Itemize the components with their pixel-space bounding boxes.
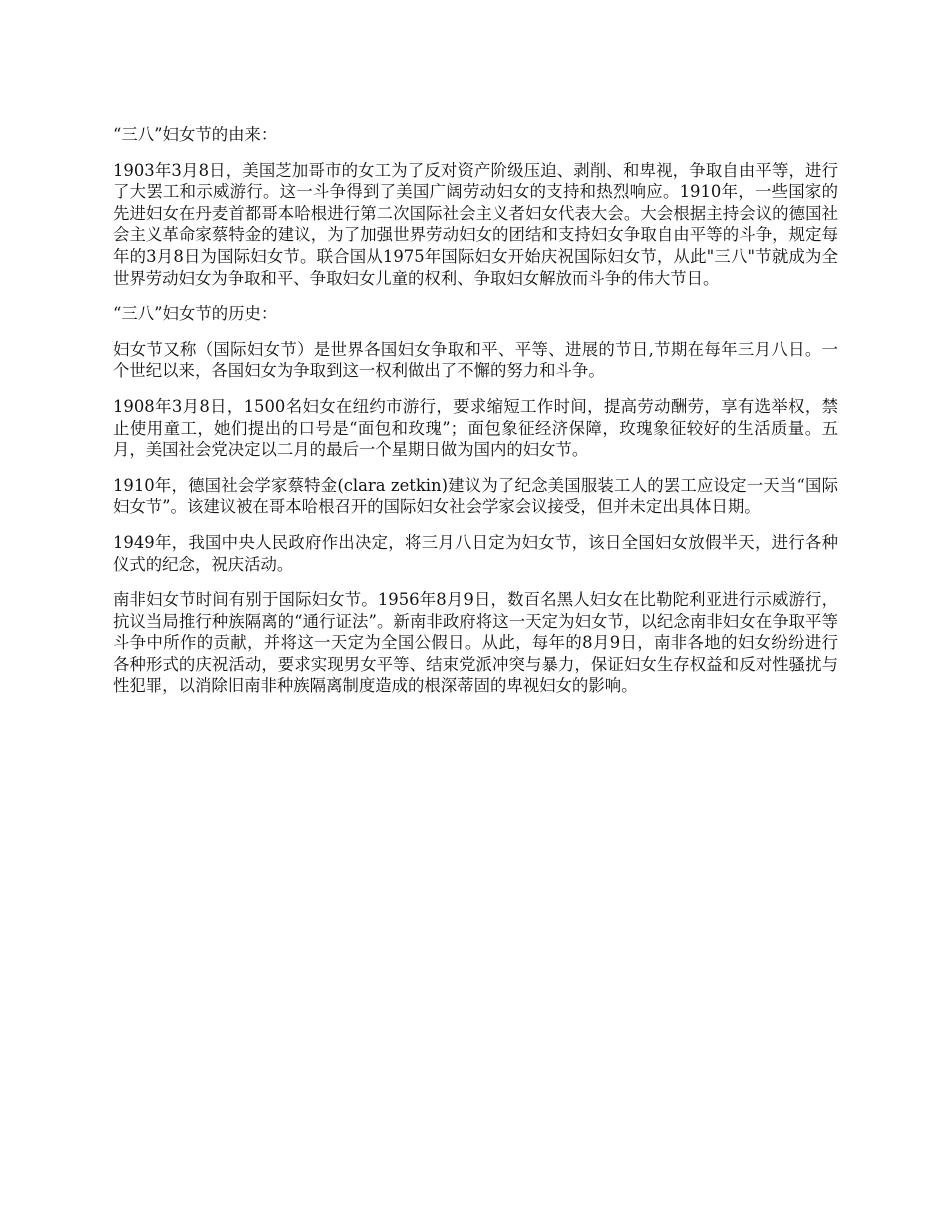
- paragraph-history-1910: 1910年，德国社会学家蔡特金(clara zetkin)建议为了纪念美国服装工人的罢工应设定一天当“国际妇女节”。该建议被在哥本哈根召开的国际妇女社会学家会议接受，但并未定出具体日期。: [113, 475, 838, 517]
- document-body: [113, 124, 838, 711]
- paragraph-history-1949: 1949年，我国中央人民政府作出决定，将三月八日定为妇女节，该日全国妇女放假半天，进行各种仪式的纪念，祝庆活动。: [113, 532, 838, 574]
- paragraph-history-1908: 1908年3月8日，1500名妇女在纽约市游行，要求缩短工作时间，提高劳动酬劳，享有选举权，禁止使用童工，她们提出的口号是“面包和玫瑰”；面包象征经济保障，玫瑰象征较好的生活质量。五月，美国社会党决定以二月的最后一个星期日做为国内的妇女节。: [113, 396, 838, 460]
- heading-history: “三八”妇女节的历史：: [113, 304, 278, 324]
- paragraph-south-africa: 南非妇女节时间有别于国际妇女节。1956年8月9日，数百名黑人妇女在比勒陀利亚进行示威游行，抗议当局推行种族隔离的“通行证法”。新南非政府将这一天定为妇女节，以纪念南非妇女在争取平等斗争中所作的贡献，并将这一天定为全国公假日。从此，每年的8月9日，南非各地的妇女纷纷进行各种形式的庆祝活动，要求实现男女平等、结束党派冲突与暴力，保证妇女生存权益和反对性骚扰与性犯罪，以消除旧南非种族隔离制度造成的根深蒂固的卑视妇女的影响。: [113, 590, 838, 696]
- heading-origin: “三八”妇女节的由来：: [113, 125, 278, 144]
- paragraph-origin: 1903年3月8日，美国芝加哥市的女工为了反对资产阶级压迫、剥削、和卑视，争取自由平等，进行了大罢工和示威游行。这一斗争得到了美国广阔劳动妇女的支持和热烈响应。1910年，一些国家的先进妇女在丹麦首都哥本哈根进行第二次国际社会主义者妇女代表大会。大会根据主持会议的德国社会主义革命家蔡特金的建议，为了加强世界劳动妇女的团结和支持妇女争取自由平等的斗争，规定每年的3月8日为国际妇女节。联合国从1975年国际妇女开始庆祝国际妇女节，从此"三八"节就成为全世界劳动妇女为争取和平、争取妇女儿童的权利、争取妇女解放而斗争的伟大节日。: [113, 160, 838, 288]
- paragraph-history-definition: 妇女节又称（国际妇女节）是世界各国妇女争取和平、平等、进展的节日,节期在每年三月八日。一个世纪以来，各国妇女为争取到这一权利做出了不懈的努力和斗争。: [113, 339, 838, 381]
